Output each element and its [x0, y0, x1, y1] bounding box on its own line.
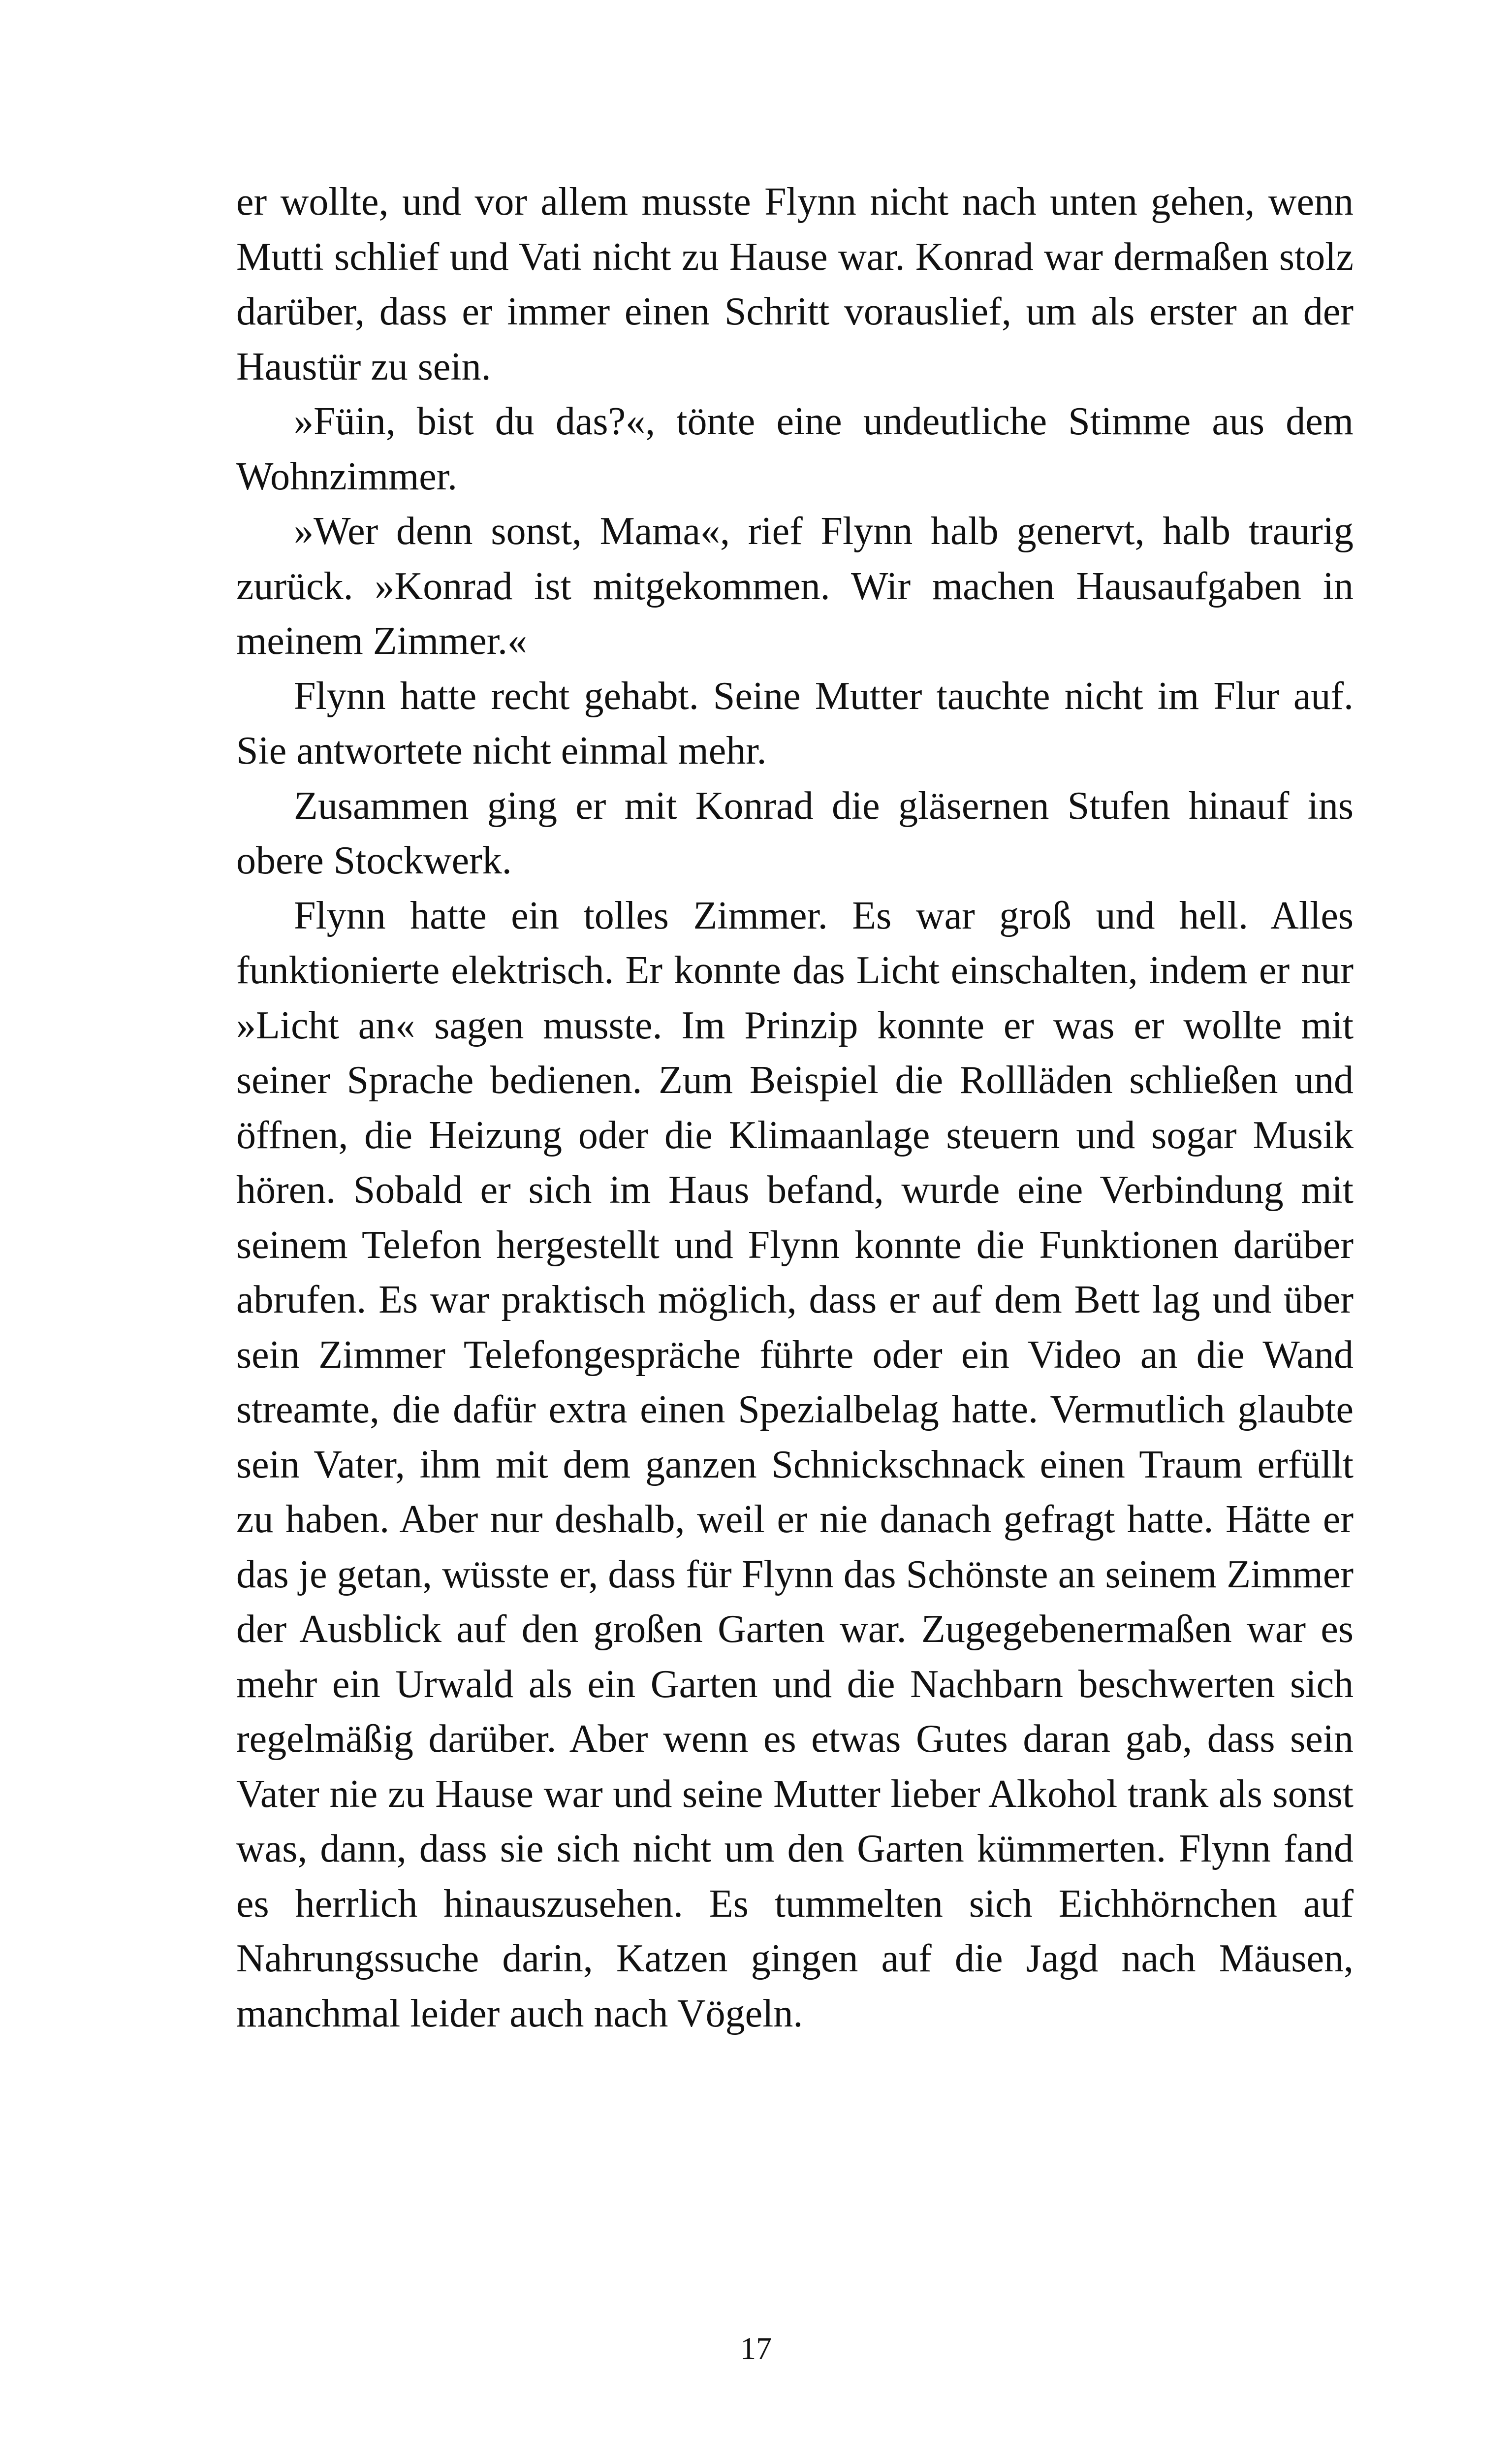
paragraph-stairs: Zusammen ging er mit Konrad die gläsernen Stufen hinauf ins obere Stockwerk. [236, 784, 1354, 882]
page-number: 17 [740, 2331, 772, 2366]
paragraph-room-description: Flynn hatte ein tolles Zimmer. Es war groß und hell. Alles funktionierte elektrisch. Er konnte das Licht einschalten, indem er nur »Licht an« sagen musste. Im Prinzip konnte er was er wollte mit seiner Sprache bedienen. Zum Beispiel die Rollläden schließen und öffnen, die Heizung oder die Klimaanlage steuern und sogar Musik hören. Sobald er sich im Haus befand, wurde eine Verbindung mit seinem Telefon hergestellt und Flynn konnte die Funktionen darüber abrufen. Es war praktisch möglich, dass er auf dem Bett lag und über sein Zimmer Telefongespräche führte oder ein Video an die Wand streamte, die dafür extra einen Spezialbelag hatte. Vermutlich glaubte sein Vater, ihm mit dem ganzen Schnickschnack einen Traum erfüllt zu haben. Aber nur deshalb, weil er nie danach gefragt hatte. Hätte er das je getan, wüsste er, dass für Flynn das Schönste an seinem Zimmer der Ausblick auf den großen Garten war. Zugegebenermaßen war es mehr ein Urwald als ein Garten und die Nachbarn beschwerten sich regelmäßig darüber. Aber wenn es etwas Gutes daran gab, dass sein Vater nie zu Hause war und seine Mutter lieber Alkohol trank als sonst was, dann, dass sie sich nicht um den Garten kümmerten. Flynn fand es herrlich hinauszusehen. Es tummelten sich Eichhörnchen auf Nahrungssuche darin, Katzen gingen auf die Jagd nach Mäusen, manchmal leider auch nach Vögeln. [236, 894, 1354, 2035]
paragraph-dialogue-mother: »Füin, bist du das?«, tönte eine undeutliche Stimme aus dem Wohnzimmer. [236, 400, 1354, 498]
body-text [236, 175, 1354, 2041]
paragraph-dialogue-flynn: »Wer denn sonst, Mama«, rief Flynn halb genervt, halb traurig zurück. »Konrad ist mitgekommen. Wir machen Hausaufgaben in meinem Zimmer.« [236, 510, 1354, 663]
paragraph-mother-absent: Flynn hatte recht gehabt. Seine Mutter tauchte nicht im Flur auf. Sie antwortete nicht einmal mehr. [236, 674, 1354, 772]
paragraph-continuation: er wollte, und vor allem musste Flynn nicht nach unten gehen, wenn Mutti schlief und Vati nicht zu Hause war. Konrad war dermaßen stolz darüber, dass er immer einen Schritt vorauslief, um als erster an der Haustür zu sein. [236, 180, 1354, 388]
